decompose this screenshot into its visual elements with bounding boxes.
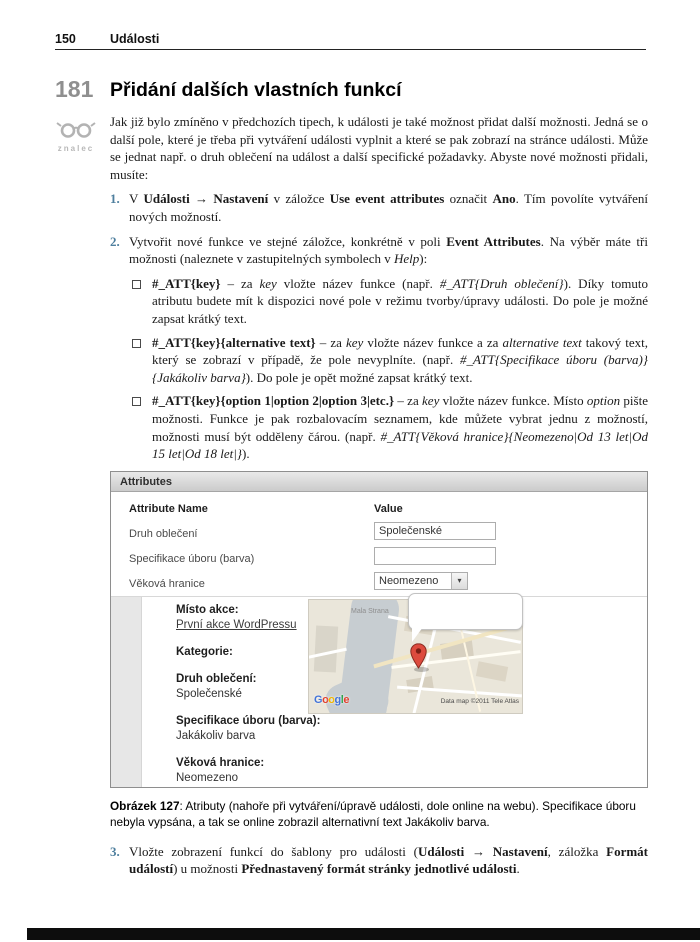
column-header-attribute-name: Attribute Name [129,502,208,515]
map-info-bubble[interactable] [408,593,523,630]
dropdown-arrow-icon[interactable]: ▾ [451,573,467,589]
page-number: 150 [55,32,76,46]
running-head [55,32,646,50]
event-webpage-view [111,597,647,787]
column-header-value: Value [374,502,403,515]
square-bullet-icon [132,280,141,289]
figure-caption: Obrázek 127: Atributy (nahoře při vytváření/úpravě události, dole online na webu). Specifikace úboru nebyla vypsána, a tak se online zobrazil alternativní text Jakákoliv barva. [110,798,636,829]
tip-number: 181 [55,76,94,102]
webpage-sidebar [111,597,142,787]
google-logo: Google [314,694,349,707]
square-bullet-icon [132,397,141,406]
attributes-panel-title: Attributes [111,472,647,492]
badge-label: znalec [57,144,95,153]
bullet-list [110,275,648,463]
intro-paragraph: Jak již bylo zmíněno v předchozích tipech, k události je také možnost přidat další možnosti. Jedná se o další pole, které je třeba při vytváření události vyplnit a které se pak zobrazí na stránce události. Může se jednat např. o druh oblečení na událost a další specifické požadavky. Abyste nové možnosti přidali, musíte: [110,114,648,182]
page-edge-bar [27,928,700,940]
numbered-step-2 [110,233,648,268]
bullet-text: #_ATT{key} – za key vložte název funkce (např. #_ATT{Druh oblečení}). Díky tomuto atributu budete mít k dispozici nové pole v režimu tvorby/úpravy události. Do pole je možné zapsat krátký text. [152,275,648,326]
attribute-label-1: Druh oblečení [129,527,198,540]
section-title: Události [110,32,160,46]
map-pin-icon[interactable] [410,643,427,674]
bullet-item [132,275,648,328]
step-number: 3. [110,843,120,859]
numbered-step-1 [110,190,648,225]
field-color: Specifikace úboru (barva): Jakákoliv barva [176,714,321,742]
attributes-panel-body [111,493,647,597]
step-number: 2. [110,233,120,249]
numbered-step-3 [110,843,648,878]
step-text: Vytvořit nové funkce ve stejné záložce, konkrétně v poli Event Attributes. Na výběr máte tři možnosti (naleznete v zastupitelných symbolech v Help): [129,233,648,267]
attribute-value-select[interactable] [374,572,468,590]
bullet-text: #_ATT{key}{alternative text} – za key vložte název funkce a za alternative text takový text, který se zobrazí v případě, že pole nevyplníte. (např. #_ATT{Specifikace úboru (barva)}{Jakákoliv barva}). Do pole je opět možné zapsat krátký text. [152,334,648,385]
map-block [476,661,508,681]
figure-attributes-screenshot [110,471,648,788]
map-district-label: Mala Strana [351,607,389,615]
attribute-label-2: Specifikace úboru (barva) [129,552,255,565]
attribute-value-input-1[interactable] [374,522,496,540]
tip-title: Přidání dalších vlastních funkcí [110,79,402,101]
select-value: Neomezeno [379,574,439,587]
map-attribution: Data map ©2011 Tele Atlas [440,698,519,706]
tip-heading [55,76,646,106]
field-dress: Druh oblečení: Společenské [176,672,257,700]
bullet-item [132,334,648,387]
map-block [314,625,338,672]
square-bullet-icon [132,339,141,348]
step-text: V Události → Nastavení v záložce Use event attributes označit Ano. Tím povolíte vytváření nových možností. [129,191,648,224]
expert-badge [54,121,98,153]
attribute-value-input-2[interactable] [374,547,496,565]
field-age: Věková hranice: Neomezeno [176,756,265,784]
bullet-text: #_ATT{key}{option 1|option 2|option 3|etc.} – za key vložte název funkce. Místo option pište možnosti. Funkce je pak rozbalovacím seznamem, kde můžete vybrat jednu z možností, možnosti musí být odděleny čárou. (např. #_ATT{Věková hranice}{Neomezeno|Od 13 let|Od 15 let|Od 18 let|}). [152,393,648,462]
field-place: Místo akce: První akce WordPressu [176,603,297,631]
body-column [110,113,648,878]
map-info-bubble-tail [412,627,423,642]
event-link[interactable]: První akce WordPressu [176,618,297,631]
step-text: Vložte zobrazení funkcí do šablony pro události (Události → Nastavení, záložka Formát událostí) u možnosti Přednastavený formát stránky jednotlivé události. [129,843,648,877]
step-number: 1. [110,191,120,207]
attribute-label-3: Věková hranice [129,577,205,590]
field-category: Kategorie: [176,645,233,658]
glasses-icon [56,125,96,142]
bullet-item [132,392,648,462]
